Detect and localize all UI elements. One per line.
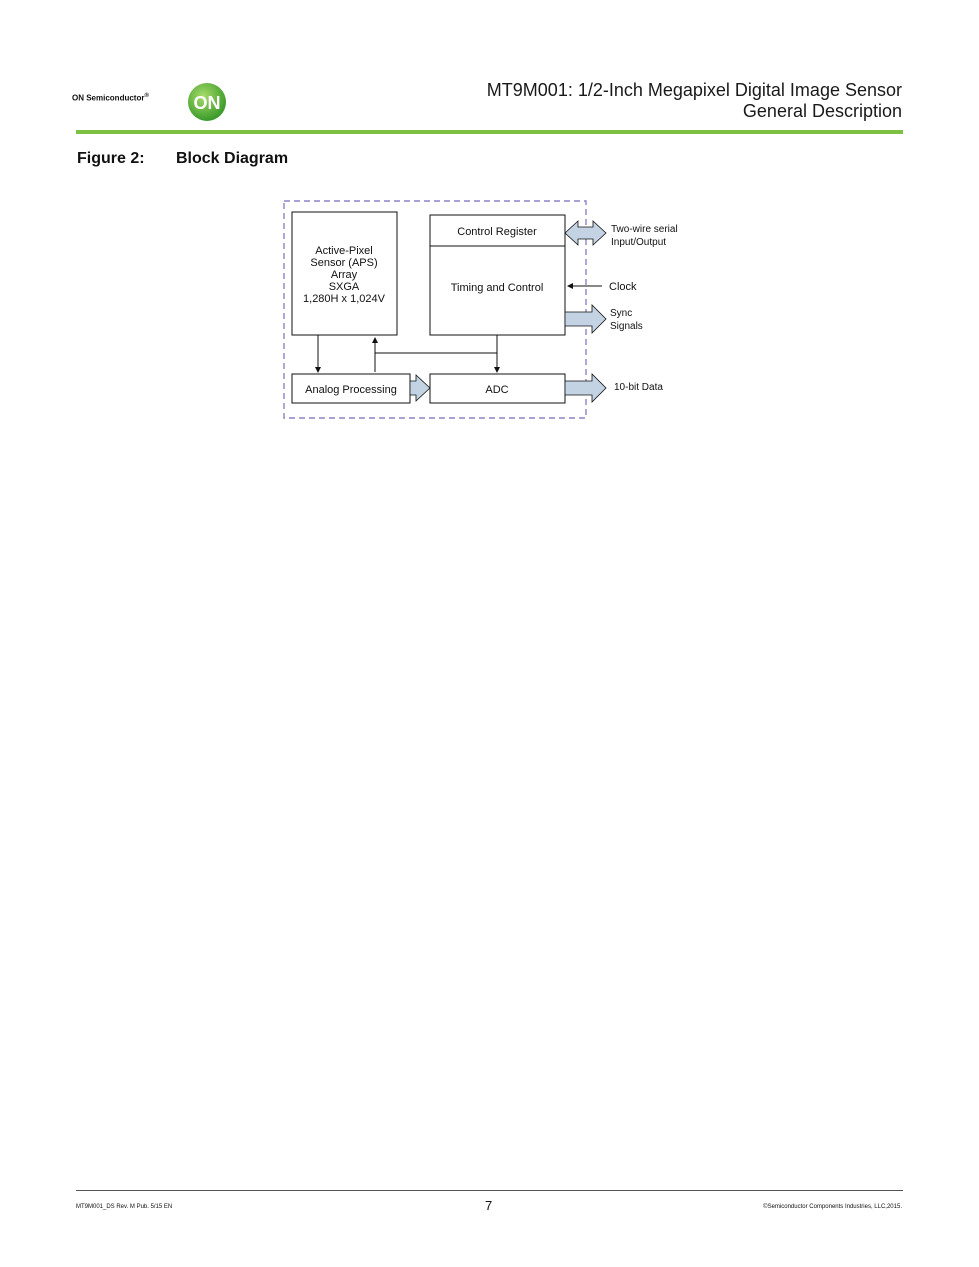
analog-processing-label: Analog Processing xyxy=(305,384,397,396)
header-divider xyxy=(76,130,903,134)
adc-label: ADC xyxy=(485,384,509,396)
document-title-line2: General Description xyxy=(742,101,902,121)
on-semiconductor-logo xyxy=(187,82,227,122)
aps-label-line4: SXGA xyxy=(328,281,360,293)
sync-label-line1: Sync xyxy=(610,308,633,319)
document-title xyxy=(487,80,902,122)
block-diagram xyxy=(270,190,730,430)
serial-io-label-line1: Two-wire serial xyxy=(611,224,678,235)
document-title-line1: MT9M001: 1/2-Inch Megapixel Digital Image Sensor xyxy=(486,80,902,100)
figure-title: Block Diagram xyxy=(176,150,289,167)
analog-to-adc-block-arrow xyxy=(410,375,430,401)
data-output-block-arrow xyxy=(565,374,606,402)
sync-label-line2: Signals xyxy=(610,321,643,332)
logo-text: ON xyxy=(193,93,221,113)
serial-io-label-line2: Input/Output xyxy=(611,237,667,248)
figure-label: Figure 2: xyxy=(77,150,145,167)
data-output-label: 10-bit Data xyxy=(614,382,663,393)
footer-page-number: 7 xyxy=(485,1198,493,1213)
control-register-label: Control Register xyxy=(457,226,537,238)
brand-name: ON Semiconductor® xyxy=(72,93,149,103)
footer-document-reference: MT9M001_DS Rev. M Pub. 5/15 EN xyxy=(76,1204,173,1210)
aps-label-line2: Sensor (APS) xyxy=(310,257,378,269)
clock-label: Clock xyxy=(609,281,637,293)
footer-copyright: ©Semiconductor Components Industries, LLC,2015. xyxy=(763,1204,902,1210)
registered-mark: ® xyxy=(144,93,149,99)
aps-label-line1: Active-Pixel xyxy=(315,245,373,257)
footer-divider xyxy=(76,1190,903,1191)
timing-control-label: Timing and Control xyxy=(450,282,544,294)
aps-label-line3: Array xyxy=(330,269,358,281)
aps-label-line5: 1,280H x 1,024V xyxy=(303,293,385,305)
